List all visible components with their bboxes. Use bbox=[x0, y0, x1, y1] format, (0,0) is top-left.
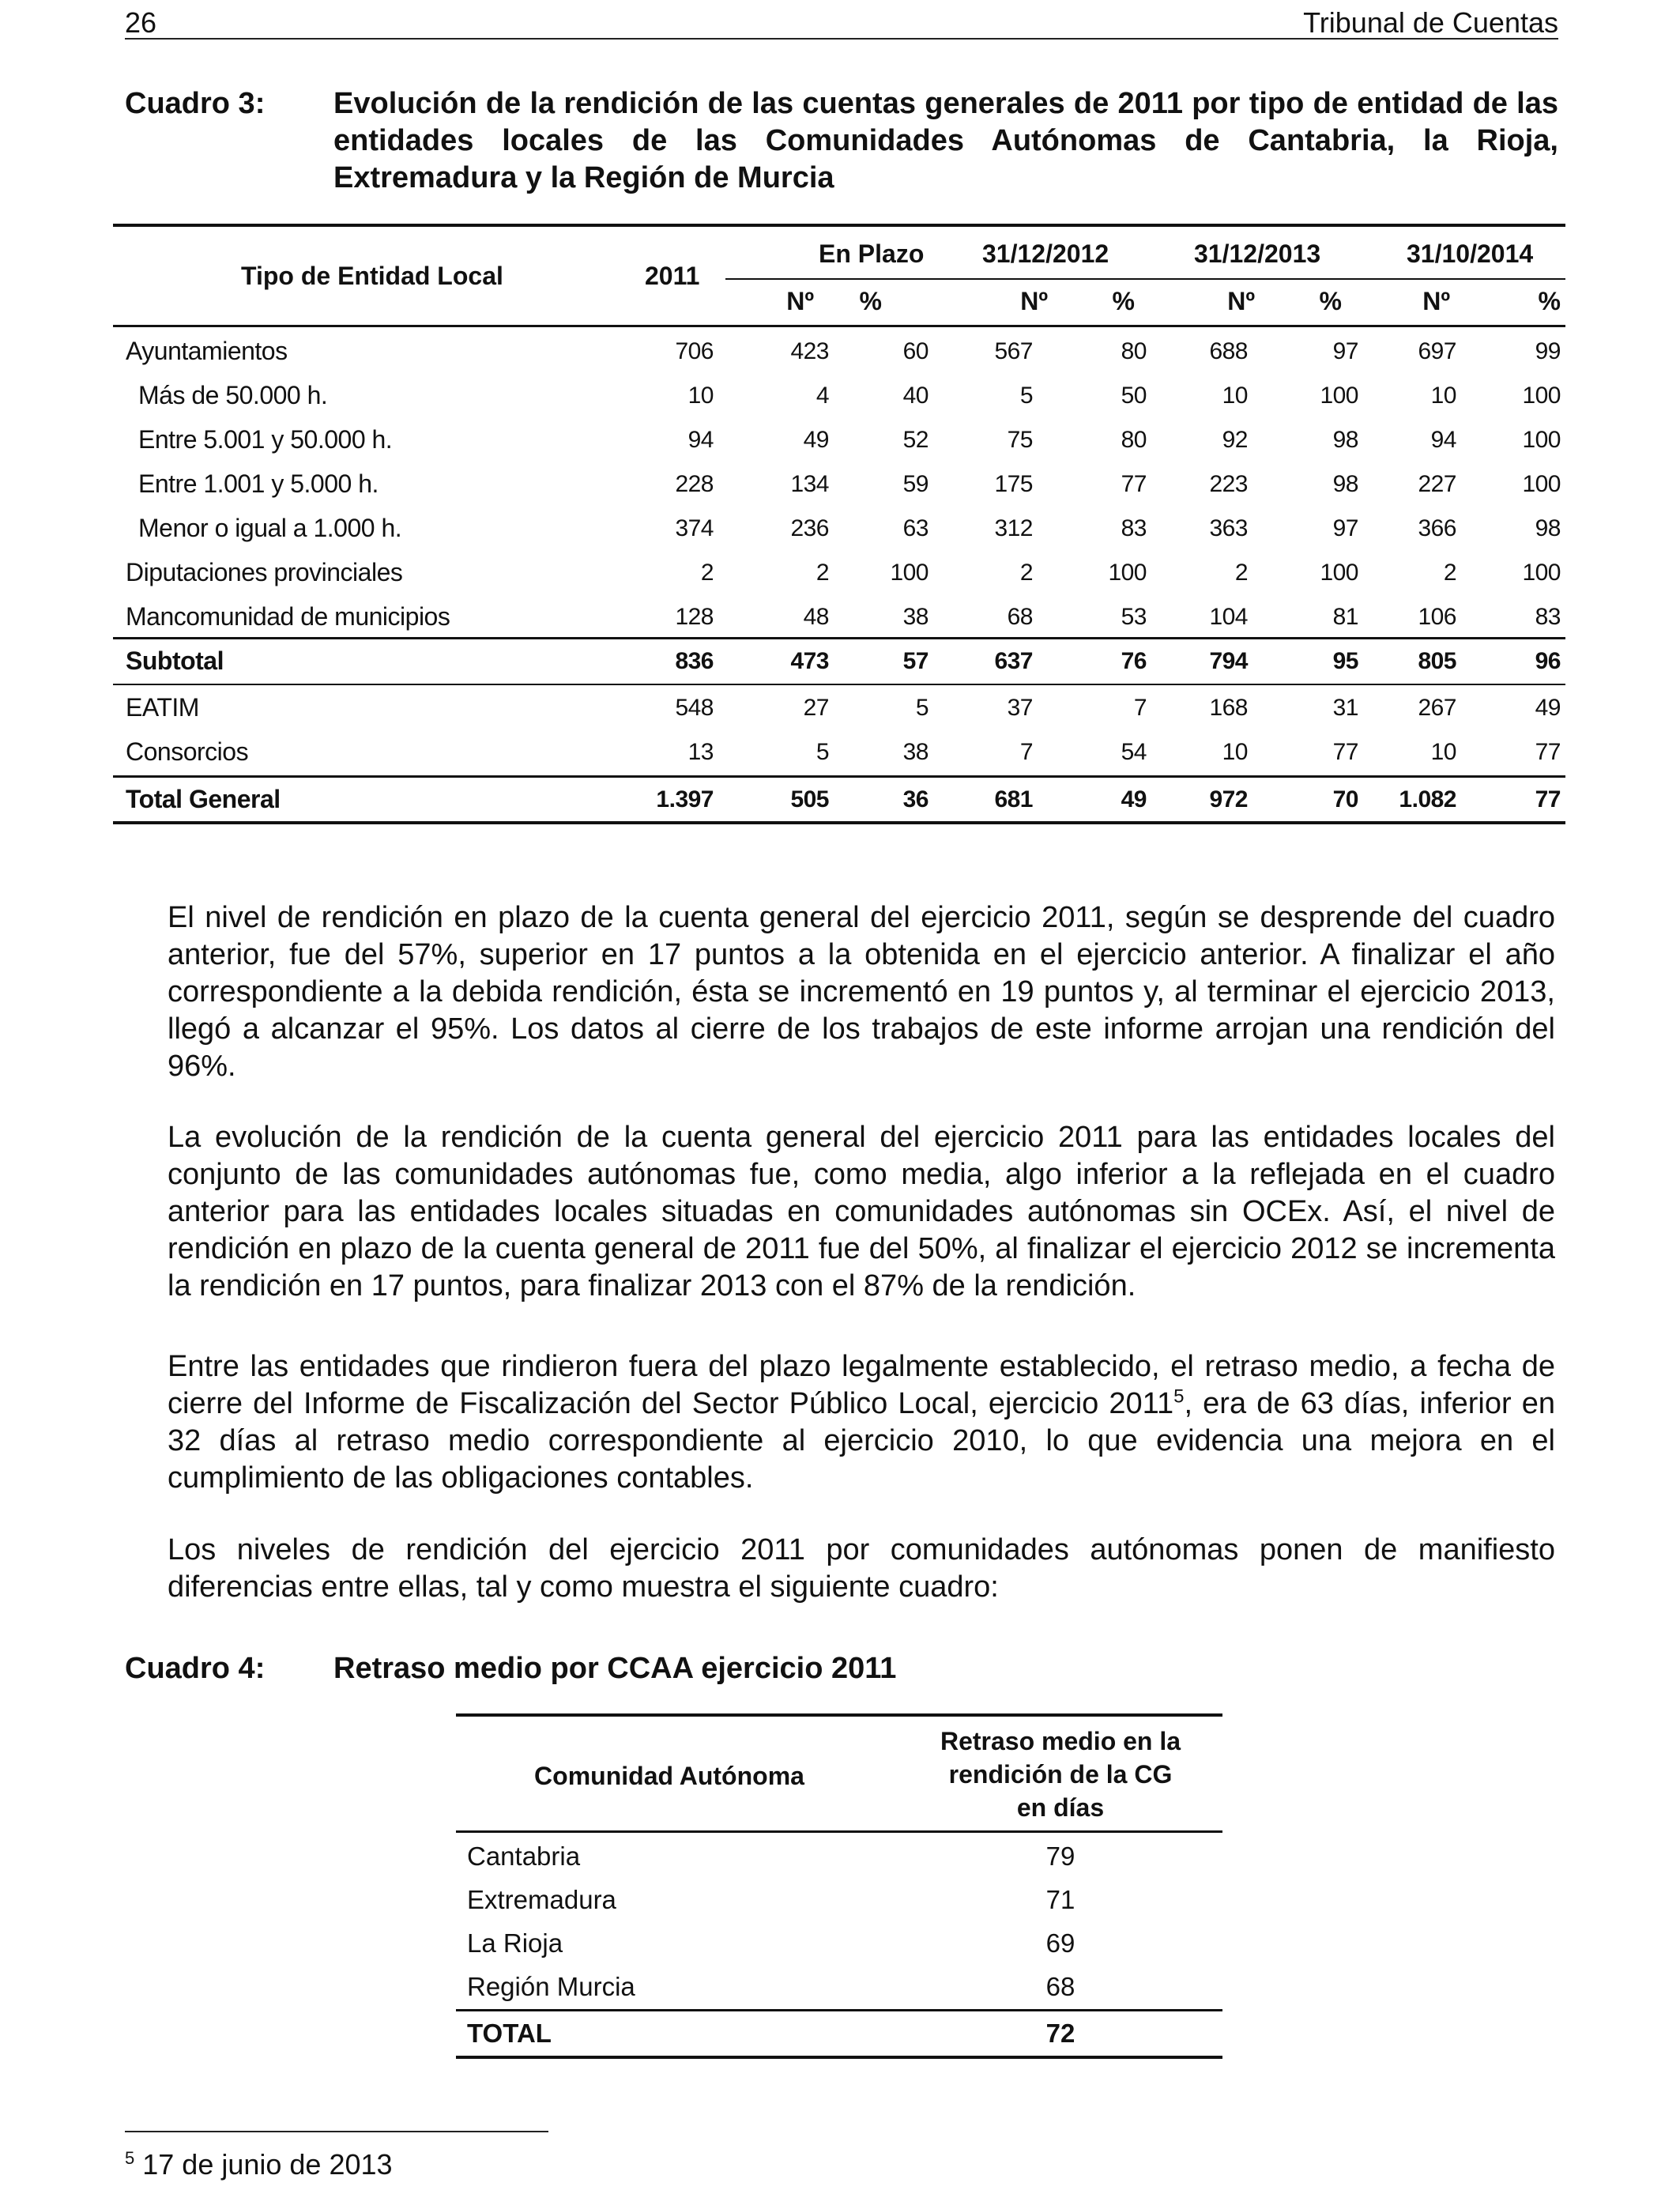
table-cell: 168 bbox=[1209, 695, 1248, 721]
table-cell: 100 bbox=[1320, 383, 1358, 409]
table-cell: 548 bbox=[675, 695, 714, 721]
table-cell: 83 bbox=[1535, 604, 1561, 630]
row-label: Consorcios bbox=[126, 737, 249, 766]
table3-subheader-cell: % bbox=[1538, 287, 1561, 315]
table4-label: Cuadro 4: bbox=[125, 1652, 266, 1685]
table4-bottom-rule bbox=[456, 2056, 1222, 2059]
row-label: Extremadura bbox=[467, 1885, 616, 1914]
table-cell: 97 bbox=[1332, 515, 1358, 541]
table4-header-rule bbox=[456, 1830, 1222, 1833]
table-cell: 95 bbox=[1332, 648, 1358, 674]
table-cell: 2 bbox=[1443, 560, 1456, 586]
table3 bbox=[113, 224, 1565, 832]
table-cell: 49 bbox=[1535, 695, 1561, 721]
table4-caption bbox=[125, 1650, 1558, 1690]
row-label: Más de 50.000 h. bbox=[138, 381, 328, 409]
table-cell: 77 bbox=[1332, 739, 1358, 765]
table-cell: 54 bbox=[1121, 739, 1147, 765]
table-cell: 2 bbox=[1019, 560, 1033, 586]
row-label: Total General bbox=[126, 785, 281, 813]
footnote-rule bbox=[125, 2131, 548, 2132]
table-cell: 5 bbox=[915, 695, 929, 721]
table-row bbox=[456, 1966, 1222, 2010]
table-cell: 312 bbox=[994, 515, 1033, 541]
table-row bbox=[113, 419, 1565, 462]
table-cell: 94 bbox=[1430, 427, 1456, 453]
table-cell: 80 bbox=[1121, 427, 1147, 453]
table4-total-rule-top bbox=[456, 2009, 1222, 2011]
table3-subheader-cell: % bbox=[859, 287, 882, 315]
table-cell: 805 bbox=[1418, 648, 1456, 674]
table-cell: 76 bbox=[1121, 648, 1147, 674]
table-cell: 98 bbox=[1332, 471, 1358, 497]
table-cell: 37 bbox=[1007, 695, 1033, 721]
table-cell: 27 bbox=[803, 695, 829, 721]
table-cell: 366 bbox=[1418, 515, 1456, 541]
table-cell: 2 bbox=[700, 560, 714, 586]
table-cell: 59 bbox=[902, 471, 929, 497]
table-cell: 236 bbox=[790, 515, 829, 541]
table-cell: 697 bbox=[1418, 338, 1456, 364]
table-cell: 100 bbox=[1522, 471, 1561, 497]
row-label: Región Murcia bbox=[467, 1972, 635, 2001]
table3-header-group: En Plazo bbox=[819, 239, 925, 268]
table-cell: 13 bbox=[687, 739, 714, 765]
table-cell: 267 bbox=[1418, 695, 1456, 721]
table-cell: 100 bbox=[1522, 383, 1561, 409]
table-cell: 228 bbox=[675, 471, 714, 497]
table-cell: 836 bbox=[675, 648, 714, 674]
table-row bbox=[113, 596, 1565, 639]
table-cell: 100 bbox=[1320, 560, 1358, 586]
table4-header-col2-line: Retraso medio en la bbox=[940, 1727, 1181, 1755]
row-label: Mancomunidad de municipios bbox=[126, 602, 450, 631]
table4-header-col1: Comunidad Autónoma bbox=[534, 1762, 804, 1790]
paragraph-3-part-b: , era de 63 días, inferior en 32 días al retraso medio correspondiente al ejercicio 2010, lo que evidencia una mejora en el cumplimiento de las obligaciones contables. bbox=[168, 1387, 1555, 1495]
table-cell: 128 bbox=[675, 604, 714, 630]
table-cell: 49 bbox=[803, 427, 829, 453]
table-cell: 71 bbox=[1045, 1885, 1075, 1914]
table4 bbox=[456, 1713, 1222, 2061]
table-cell: 473 bbox=[790, 648, 829, 674]
table-cell: 40 bbox=[902, 383, 929, 409]
table-cell: 75 bbox=[1007, 427, 1033, 453]
table3-header-group: 31/12/2013 bbox=[1194, 239, 1321, 268]
table3-total-row bbox=[113, 778, 1565, 821]
table4-header-col2-line: en días bbox=[1016, 1793, 1105, 1822]
table-cell: 48 bbox=[803, 604, 829, 630]
paragraph-2: La evolución de la rendición de la cuenta general del ejercicio 2011 para las entidades locales del conjunto de las comunidades autónomas fue, como media, algo inferior a la reflejada en el cuadro anterior para las entidades locales situadas en comunidades autónomas sin OCEx. Así, el nivel de rendición en plazo de la cuenta general de 2011 fue del 50%, al finalizar el ejercicio 2012 se incrementa la rendición en 17 puntos, para finalizar 2013 con el 87% de la rendición. bbox=[168, 1121, 1555, 1302]
table-cell: 81 bbox=[1332, 604, 1358, 630]
table-cell: 38 bbox=[902, 739, 929, 765]
table-cell: 227 bbox=[1418, 471, 1456, 497]
table3-label: Cuadro 3: bbox=[125, 87, 266, 120]
paragraph-1: El nivel de rendición en plazo de la cuenta general del ejercicio 2011, según se desprende del cuadro anterior, fue del 57%, superior en 17 puntos a la obtenida en el ejercicio anterior. A finalizar el año correspondiente a la debida rendición, ésta se incrementó en 19 puntos y, al terminar el ejercicio 2013, llegó a alcanzar el 95%. Los datos al cierre de los trabajos de este informe arrojan una rendición del 96%. bbox=[168, 901, 1555, 1083]
table-cell: 70 bbox=[1332, 786, 1358, 812]
table-cell: 63 bbox=[902, 515, 929, 541]
table-cell: 100 bbox=[890, 560, 929, 586]
table-cell: 4 bbox=[816, 383, 829, 409]
table4-header-col2-line: rendición de la CG bbox=[948, 1760, 1173, 1789]
table-cell: 175 bbox=[994, 471, 1033, 497]
row-label: EATIM bbox=[126, 693, 199, 722]
table-cell: 38 bbox=[902, 604, 929, 630]
table-row bbox=[113, 375, 1565, 417]
table3-bottom-rule bbox=[113, 821, 1565, 824]
table-cell: 97 bbox=[1332, 338, 1358, 364]
footnote-mark: 5 bbox=[125, 2148, 135, 2168]
table-cell: 77 bbox=[1535, 739, 1561, 765]
table-cell: 36 bbox=[902, 786, 929, 812]
table-row bbox=[113, 731, 1565, 774]
table3-subtotal-rule-bottom bbox=[113, 684, 1565, 685]
table-cell: 972 bbox=[1209, 786, 1248, 812]
table-cell: 49 bbox=[1121, 786, 1147, 812]
table-cell: 5 bbox=[1019, 383, 1033, 409]
table-cell: 10 bbox=[1222, 739, 1248, 765]
table3-subtotal-row bbox=[113, 640, 1565, 683]
table-cell: 706 bbox=[675, 338, 714, 364]
table3-top-rule bbox=[113, 224, 1565, 227]
table-cell: 423 bbox=[790, 338, 829, 364]
table-cell: 106 bbox=[1418, 604, 1456, 630]
paragraph-3-part-a: Entre las entidades que rindieron fuera del plazo legalmente establecido, el retraso medio, a fecha de cierre del Informe de Fiscalización del Sector Público Local, ejercicio 2011 bbox=[168, 1350, 1555, 1420]
table3-subtotal-rule-top bbox=[113, 637, 1565, 639]
table-cell: 794 bbox=[1209, 648, 1248, 674]
table-cell: 94 bbox=[687, 427, 714, 453]
table3-total-rule-top bbox=[113, 775, 1565, 778]
table3-header-group: 31/10/2014 bbox=[1407, 239, 1534, 268]
paragraph-4: Los niveles de rendición del ejercicio 2011 por comunidades autónomas ponen de manifiesto diferencias entre ellas, tal y como muestra el siguiente cuadro: bbox=[168, 1533, 1555, 1604]
table-cell: 7 bbox=[1133, 695, 1147, 721]
running-header bbox=[125, 3, 1558, 40]
table-cell: 80 bbox=[1121, 338, 1147, 364]
table3-subheader-cell: Nº bbox=[1227, 287, 1255, 315]
table-cell: 10 bbox=[687, 383, 714, 409]
table-cell: 223 bbox=[1209, 471, 1248, 497]
table-cell: 68 bbox=[1045, 1972, 1075, 2001]
table-cell: 83 bbox=[1121, 515, 1147, 541]
table-cell: 79 bbox=[1045, 1842, 1075, 1871]
table-cell: 5 bbox=[816, 739, 829, 765]
table-cell: 688 bbox=[1209, 338, 1248, 364]
paragraph-3 bbox=[168, 1348, 1555, 1497]
table-cell: 77 bbox=[1535, 786, 1561, 812]
table3-subheader-cell: Nº bbox=[1422, 287, 1450, 315]
row-label: Cantabria bbox=[467, 1842, 581, 1871]
table-cell: 52 bbox=[902, 427, 929, 453]
table-cell: 567 bbox=[994, 338, 1033, 364]
table3-caption bbox=[125, 85, 1558, 204]
table-cell: 69 bbox=[1045, 1928, 1075, 1958]
table3-subheader-cell: Nº bbox=[786, 287, 814, 315]
table-cell: 104 bbox=[1209, 604, 1248, 630]
table3-header-rule bbox=[113, 325, 1565, 327]
row-label: Menor o igual a 1.000 h. bbox=[138, 514, 402, 542]
table-cell: 100 bbox=[1108, 560, 1147, 586]
row-label: TOTAL bbox=[467, 2019, 552, 2048]
table-row bbox=[113, 507, 1565, 550]
table3-header-year: 2011 bbox=[645, 262, 700, 290]
table-cell: 50 bbox=[1121, 383, 1147, 409]
table-row bbox=[113, 687, 1565, 729]
table-cell: 2 bbox=[816, 560, 829, 586]
table-cell: 134 bbox=[790, 471, 829, 497]
footnote-reference[interactable]: 5 bbox=[1173, 1385, 1185, 1408]
table-cell: 1.082 bbox=[1399, 786, 1456, 812]
table-cell: 1.397 bbox=[656, 786, 714, 812]
table-cell: 505 bbox=[790, 786, 829, 812]
table-cell: 96 bbox=[1535, 648, 1561, 674]
table4-total-row bbox=[456, 2012, 1222, 2056]
table-row bbox=[113, 463, 1565, 506]
table3-subheader-cell: Nº bbox=[1020, 287, 1048, 315]
row-label: Ayuntamientos bbox=[126, 337, 288, 365]
row-label: Entre 1.001 y 5.000 h. bbox=[138, 469, 379, 498]
table4-top-rule bbox=[456, 1713, 1222, 1717]
table3-header-tipo: Tipo de Entidad Local bbox=[241, 262, 503, 290]
table-cell: 53 bbox=[1121, 604, 1147, 630]
table-cell: 72 bbox=[1045, 2019, 1075, 2048]
footnote-text: 17 de junio de 2013 bbox=[134, 2148, 393, 2181]
table-cell: 10 bbox=[1222, 383, 1248, 409]
table-cell: 98 bbox=[1332, 427, 1358, 453]
table3-title: Evolución de la rendición de las cuentas generales de 2011 por tipo de entidad de las entidades locales de las Comunidades Autónomas de Cantabria, la Rioja, Extremadura y la Región de Murcia bbox=[333, 87, 1558, 194]
table-row bbox=[113, 552, 1565, 594]
table-row bbox=[456, 1922, 1222, 1966]
table3-subheader-cell: % bbox=[1112, 287, 1135, 315]
running-title: Tribunal de Cuentas bbox=[1303, 6, 1558, 39]
table-cell: 10 bbox=[1430, 383, 1456, 409]
table-cell: 99 bbox=[1535, 338, 1561, 364]
table-cell: 374 bbox=[675, 515, 714, 541]
table-row bbox=[113, 330, 1565, 373]
table-cell: 77 bbox=[1121, 471, 1147, 497]
page-number: 26 bbox=[125, 6, 157, 39]
table-cell: 92 bbox=[1222, 427, 1248, 453]
table3-header-group: 31/12/2012 bbox=[982, 239, 1109, 268]
table-cell: 637 bbox=[994, 648, 1033, 674]
table-row bbox=[456, 1879, 1222, 1923]
table-cell: 7 bbox=[1019, 739, 1033, 765]
table-row bbox=[456, 1835, 1222, 1879]
table-cell: 98 bbox=[1535, 515, 1561, 541]
table-cell: 57 bbox=[902, 648, 929, 674]
table-cell: 60 bbox=[902, 338, 929, 364]
table3-subheader-cell: % bbox=[1319, 287, 1342, 315]
table4-title: Retraso medio por CCAA ejercicio 2011 bbox=[333, 1652, 897, 1685]
table-cell: 31 bbox=[1332, 695, 1358, 721]
table3-group-rule bbox=[725, 278, 1565, 280]
table-cell: 10 bbox=[1430, 739, 1456, 765]
table-cell: 100 bbox=[1522, 560, 1561, 586]
table-cell: 100 bbox=[1522, 427, 1561, 453]
table-cell: 2 bbox=[1234, 560, 1248, 586]
table-cell: 68 bbox=[1007, 604, 1033, 630]
table-cell: 363 bbox=[1209, 515, 1248, 541]
row-label: La Rioja bbox=[467, 1928, 563, 1958]
footnote bbox=[125, 2148, 393, 2181]
table-cell: 681 bbox=[994, 786, 1033, 812]
row-label: Diputaciones provinciales bbox=[126, 558, 403, 586]
row-label: Subtotal bbox=[126, 647, 224, 675]
table4-header-col2 bbox=[898, 1725, 1222, 1824]
row-label: Entre 5.001 y 50.000 h. bbox=[138, 425, 393, 454]
